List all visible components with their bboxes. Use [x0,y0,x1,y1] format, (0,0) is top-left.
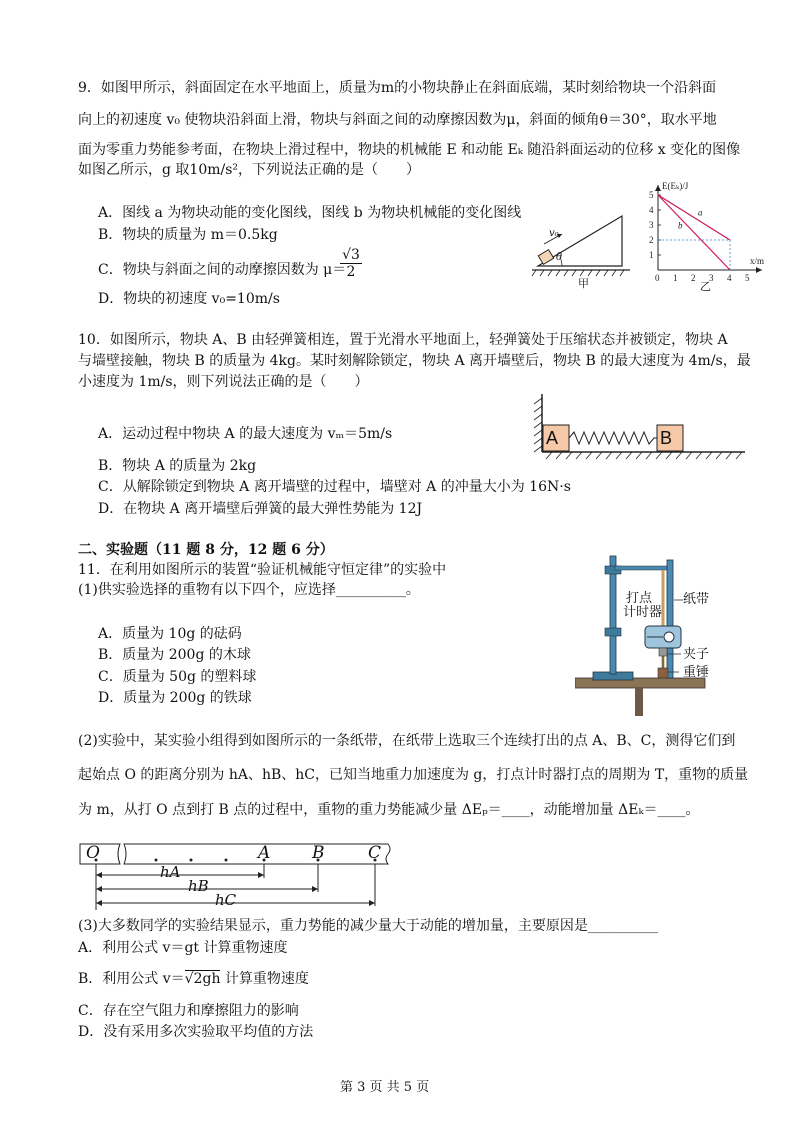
tape-label-hc: hC [215,891,237,909]
q11-part3: (3)大多数同学的实验结果显示，重力势能的减少量大于动能的增加量，主要原因是__________ [78,918,658,934]
series-line-b [658,195,730,270]
y-tick-label: 5 [649,190,654,200]
q9-option-b: B．物块的质量为 m＝0.5kg [98,227,278,243]
label-theta: θ [556,252,563,263]
q9-option-a: A．图线 a 为物块动能的变化图线，图线 b 为物块机械能的变化图线 [98,205,522,221]
q10-option-b: B．物块 A 的质量为 2kg [98,458,257,474]
q11-part3-option-b [78,969,309,989]
block-b-label: B [660,428,673,448]
q10-line2: 与墙壁接触，物块 B 的质量为 4kg。某时刻解除锁定，物块 A 离开墙壁后，物块 B 的最大速度为 4m/s，最 [78,353,751,369]
y-tick-label: 4 [649,205,654,215]
label-clip: 夹子 [683,647,710,662]
series-label-b: b [678,220,683,231]
energy-chart [640,178,790,298]
x-axis-arrow [756,267,762,273]
tape-point-b: B [312,843,325,863]
label-weight: 重锤 [683,665,710,680]
label-timer-1: 打点 [626,591,653,606]
tape-point-c: C [368,843,382,863]
q10-option-c: C．从解除锁定到物块 A 离开墙壁的过程中，墙壁对 A 的冲量大小为 16N·s [98,479,571,495]
q11-part2-line3: 为 m，从打 O 点到打 B 点的过程中，重物的重力势能减少量 ΔEₚ＝____，动能增加量 ΔEₖ＝____。 [78,802,700,818]
q11-part3-option-d: D．没有采用多次实验取平均值的方法 [78,1024,314,1040]
tape-label-ha: hA [160,863,181,881]
x-tick-label: 4 [727,273,732,283]
q9-option-d: D．物块的初速度 v₀=10m/s [98,291,280,307]
y-tick-label: 2 [649,235,654,245]
q11-option-d: D．质量为 200g 的铁球 [98,690,252,706]
label-timer-2: 计时器 [623,605,663,620]
tape-point-o: O [86,843,100,863]
y-axis-arrow [655,185,661,191]
figure-label-jia: 甲 [578,277,589,290]
x-tick-label: 0 [655,273,660,283]
q9-line3: 面为零重力势能参考面，在物块上滑过程中，物块的机械能 E 和动能 Eₖ 随沿斜面运动的位移 x 变化的图像 [78,142,741,158]
label-tape: 纸带 [683,592,710,607]
label-v0: v₀ [549,228,559,239]
q9-line2: 向上的初速度 v₀ 使物块沿斜面上滑，物块与斜面之间的动摩擦因数为μ，斜面的倾角θ＝30°，取水平地 [78,112,717,128]
q11-part3-option-c: C．存在空气阻力和摩擦阻力的影响 [78,1003,299,1019]
q9-line1: 9．如图甲所示，斜面固定在水平地面上，质量为m的小物块静止在斜面底端，某时刻给物块一个沿斜面 [78,80,717,96]
q11-part3-option-b-radical: √2gh [184,971,221,987]
x-tick-label: 3 [709,273,714,283]
x-tick-label: 1 [673,273,678,283]
q10-option-a: A．运动过程中物块 A 的最大速度为 vₘ＝5m/s [98,426,393,442]
q10-line1: 10．如图所示，物块 A、B 由轻弹簧相连，置于光滑水平地面上，轻弹簧处于压缩状态并被锁定，物块 A [78,332,728,348]
y-tick-label: 1 [649,250,654,260]
y-axis-label: E(Eₖ)/J [662,181,689,191]
q11-line1: 11．在利用如图所示的装置“验证机械能守恒定律”的实验中 [78,562,447,578]
x-axis-label: x/m [750,256,765,266]
tape-label-hb: hB [188,877,209,895]
x-tick-label: 5 [745,273,750,283]
apparatus-figure [575,548,725,718]
x-tick-label: 2 [691,273,696,283]
q9-option-c: C．物块与斜面之间的动摩擦因数为 μ＝ [98,262,347,278]
page-footer: 第 3 页 共 5 页 [340,1080,430,1095]
q11-part2-line2: 起始点 O 的距离分别为 hA、hB、hC，已知当地重力加速度为 g，打点计时器打点的周期为 T，重物的质量 [78,767,749,783]
q11-part3-option-a: A．利用公式 v＝gt 计算重物速度 [78,940,288,956]
spring [569,432,657,444]
tape-point-a: A [258,843,271,863]
section-title: 二、实验题（11 题 8 分，12 题 6 分） [78,542,334,558]
figure-label-yi: 乙 [700,280,711,293]
q11-part3-option-b-post: 计算重物速度 [220,971,309,987]
q10-option-d: D．在物块 A 离开墙壁后弹簧的最大弹性势能为 12J [98,501,423,517]
q9-line4: 如图乙所示，g 取10m/s²，下列说法正确的是（ ） [78,162,421,178]
q10-line3: 小速度为 1m/s，则下列说法正确的是（ ） [78,374,369,390]
q9-fraction-num: √3 [340,247,362,264]
series-label-a: a [698,207,703,218]
spring-figure [530,392,750,462]
q11-option-b: B．质量为 200g 的木球 [98,647,251,663]
q11-part1: (1)供实验选择的重物有以下四个，应选择__________。 [78,582,420,598]
q11-part3-option-b-pre: B．利用公式 v＝ [78,971,185,987]
q11-part2-line1: (2)实验中，某实验小组得到如图所示的一条纸带，在纸带上选取三个连续打出的点 A、B、C，测得它们到 [78,733,736,749]
y-tick-label: 3 [649,220,654,230]
q11-option-c: C．质量为 50g 的塑料球 [98,669,257,685]
q11-option-a: A．质量为 10g 的砝码 [98,626,242,642]
q9-fraction [340,247,362,280]
block-a-label: A [546,428,559,448]
q9-fraction-den: 2 [346,264,356,280]
